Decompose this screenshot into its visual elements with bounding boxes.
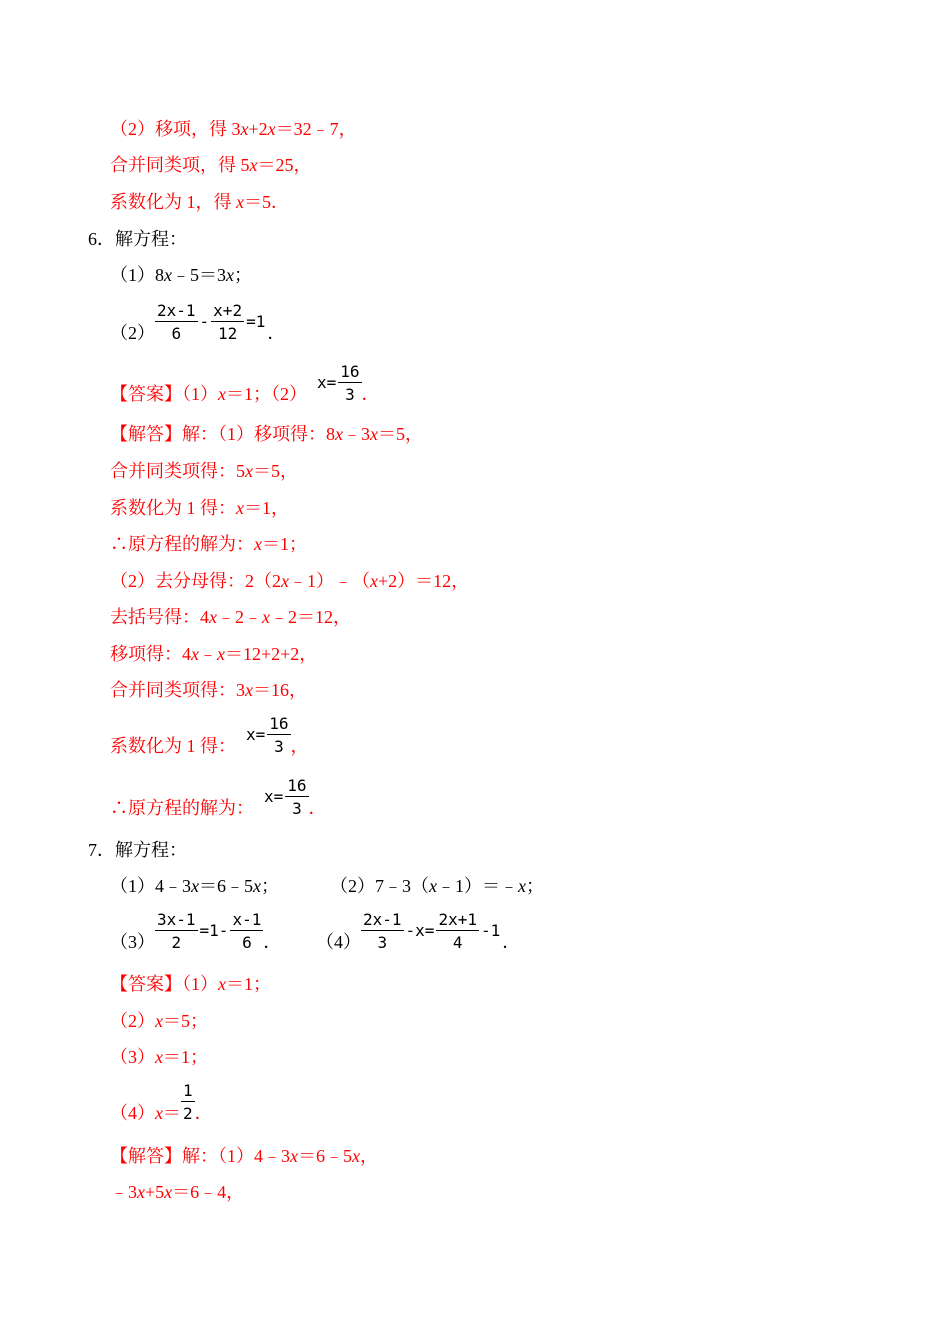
math-variable: x (209, 607, 217, 627)
q6-solution-line-3 (110, 498, 289, 518)
q6-solution-line-8 (110, 680, 307, 700)
q5-solution-line-2 (110, 155, 312, 175)
math-variable: x (518, 876, 526, 896)
line-end-punctuation: ． (194, 1103, 213, 1123)
equation-image (155, 910, 263, 952)
question-part-text: （2）7﹣3（x﹣1）＝﹣x； (330, 876, 544, 896)
math-variable: x (254, 534, 262, 554)
math-variable: x (164, 1182, 173, 1202)
q7-answer-1 (110, 974, 271, 994)
q5-solution-line-1 (110, 119, 357, 139)
solution-tag: 【解答】 (110, 424, 182, 444)
q6-solution-line-2 (110, 461, 298, 481)
solution-text: 系数化为 1 得： (110, 736, 236, 756)
solution-text: ∴原方程的解为：x＝1； (110, 534, 307, 554)
denominator: 3 (274, 737, 284, 756)
q7-answer-2 (110, 1011, 208, 1031)
denominator: 12 (217, 324, 238, 343)
solution-text: （2）去分母得：2（2x﹣1）﹣（x+2）＝12， (110, 571, 470, 591)
math-variable: x (164, 265, 172, 285)
fraction (155, 910, 198, 953)
math-variable: x (290, 1146, 298, 1166)
denominator: 6 (242, 933, 252, 952)
math-variable: x (335, 424, 343, 444)
q7-answer-3 (110, 1047, 208, 1067)
math-variable: x (137, 1182, 145, 1202)
operator: - (199, 312, 210, 331)
q6-solution-line-7 (110, 644, 317, 664)
math-variable: x (226, 265, 234, 285)
numerator: 2x-1 (157, 301, 196, 320)
fraction (181, 1081, 195, 1124)
math-variable: x (262, 607, 270, 627)
line-end-punctuation: ， (290, 736, 309, 756)
equation-image (155, 301, 267, 343)
math-variable: x (429, 876, 437, 896)
math-variable: x (236, 192, 244, 212)
denominator: 3 (377, 933, 388, 952)
solution-text: 合并同类项得：5x＝5， (110, 461, 298, 481)
fraction (230, 910, 263, 953)
line-end-punctuation: ． (263, 932, 282, 952)
answer-text: （4）x＝ (110, 1103, 181, 1123)
answer-tag: 【答案】 (110, 974, 182, 994)
q6-solution-line-6 (110, 607, 351, 627)
part-label: （2） (110, 323, 155, 343)
denominator: 6 (171, 324, 182, 343)
math-variable: x (245, 680, 253, 700)
operator: -1 (480, 921, 501, 940)
q5-solution-line-3 (110, 192, 289, 212)
equation-lhs: x= (264, 787, 284, 806)
q6-part-1 (110, 265, 252, 285)
math-variable: x (155, 1011, 163, 1031)
math-variable: x (370, 571, 378, 591)
math-variable: x (218, 974, 226, 994)
q7-solution-line-2 (110, 1182, 244, 1202)
denominator: 3 (292, 799, 302, 818)
operator: =1- (199, 921, 229, 940)
question-part-text: （1）4﹣3x＝6﹣5x； (110, 876, 279, 896)
numerator: 2x-1 (363, 910, 402, 929)
numerator: x+2 (213, 301, 243, 320)
q6-solution-line-1 (110, 424, 423, 444)
math-variable: x (191, 876, 199, 896)
math-variable: x (191, 644, 199, 664)
fraction (211, 301, 244, 344)
solution-text: 系数化为 1 得：x＝1， (110, 498, 289, 518)
solution-text: ﹣3x+5x＝6﹣4， (110, 1182, 245, 1202)
fraction (285, 776, 308, 819)
equation-image (264, 776, 309, 818)
numerator: 1 (183, 1081, 193, 1100)
q6-part-2 (110, 301, 285, 344)
answer-text: （1）x＝1；（2） (182, 384, 307, 404)
answer-text: （3）x＝1； (110, 1047, 208, 1067)
q7-part-3 (110, 910, 281, 953)
q7-part-2 (330, 876, 544, 896)
solution-tag: 【解答】 (110, 1146, 182, 1166)
numerator: 3x-1 (157, 910, 196, 929)
solution-text: 去括号得：4x﹣2﹣x﹣2＝12， (110, 607, 351, 627)
q6-title (88, 229, 187, 249)
answer-text: （2）x＝5； (110, 1011, 208, 1031)
numerator: 16 (287, 776, 307, 795)
q7-solution-line-1 (110, 1146, 378, 1166)
q7-answer-4 (110, 1081, 213, 1124)
question-title: 6．解方程： (88, 229, 187, 249)
part-label: （4） (316, 932, 361, 952)
math-variable: x (218, 384, 226, 404)
q6-solution-line-5 (110, 571, 469, 591)
equation-image (246, 714, 291, 756)
math-variable: x (253, 876, 261, 896)
math-variable: x (370, 424, 378, 444)
question-part-text: （1）8x﹣5＝3x； (110, 265, 252, 285)
operator: =1 (246, 312, 266, 331)
numerator: 16 (340, 362, 360, 381)
solution-text: ∴原方程的解为： (110, 798, 254, 818)
math-variable: x (249, 155, 258, 175)
denominator: 3 (345, 385, 355, 404)
solution-text: 解：（1）移项得：8x﹣3x＝5， (182, 424, 423, 444)
answer-tag: 【答案】 (110, 384, 182, 404)
line-end-punctuation: ． (361, 384, 380, 404)
fraction (338, 362, 361, 405)
solution-text: 系数化为 1，得 x＝5． (110, 192, 289, 212)
fraction (361, 910, 404, 953)
equation-lhs: x= (317, 373, 337, 392)
denominator: 4 (452, 933, 463, 952)
math-variable: x (217, 644, 225, 664)
numerator: x-1 (232, 910, 262, 929)
solution-text: 合并同类项得：3x＝16， (110, 680, 307, 700)
q6-solution-line-10 (110, 776, 327, 819)
fraction (155, 301, 198, 344)
math-variable: x (245, 461, 253, 481)
math-variable: x (155, 1047, 163, 1067)
solution-text: （2）移项，得 3x+2x＝32﹣7， (110, 119, 357, 139)
math-variable: x (236, 498, 244, 518)
q7-part-1 (110, 876, 279, 896)
solution-text: 解：（1）4﹣3x＝6﹣5x， (182, 1146, 378, 1166)
equation-image (181, 1081, 195, 1123)
equation-image (361, 910, 502, 952)
q7-part-4 (316, 910, 520, 953)
equation-image (317, 362, 362, 404)
question-title: 7．解方程： (88, 840, 187, 860)
q6-solution-line-9 (110, 714, 309, 757)
answer-text: （1）x＝1； (182, 974, 271, 994)
line-end-punctuation: ． (502, 932, 521, 952)
q7-title (88, 840, 187, 860)
math-variable: x (281, 571, 289, 591)
math-variable: x (240, 119, 249, 139)
line-end-punctuation: ． (267, 323, 286, 343)
line-end-punctuation: ． (308, 798, 327, 818)
solution-text: 合并同类项，得 5x＝25， (110, 155, 312, 175)
q6-solution-line-4 (110, 534, 307, 554)
denominator: 2 (171, 933, 182, 952)
fraction (436, 910, 479, 953)
numerator: 16 (269, 714, 289, 733)
operator: -x= (405, 921, 435, 940)
q6-answer (110, 362, 380, 405)
fraction (267, 714, 290, 757)
math-variable: x (267, 119, 276, 139)
math-variable: x (352, 1146, 360, 1166)
denominator: 2 (183, 1104, 193, 1123)
equation-lhs: x= (246, 725, 266, 744)
numerator: 2x+1 (438, 910, 477, 929)
part-label: （3） (110, 932, 155, 952)
math-variable: x (155, 1103, 163, 1123)
solution-text: 移项得：4x﹣x＝12+2+2， (110, 644, 318, 664)
